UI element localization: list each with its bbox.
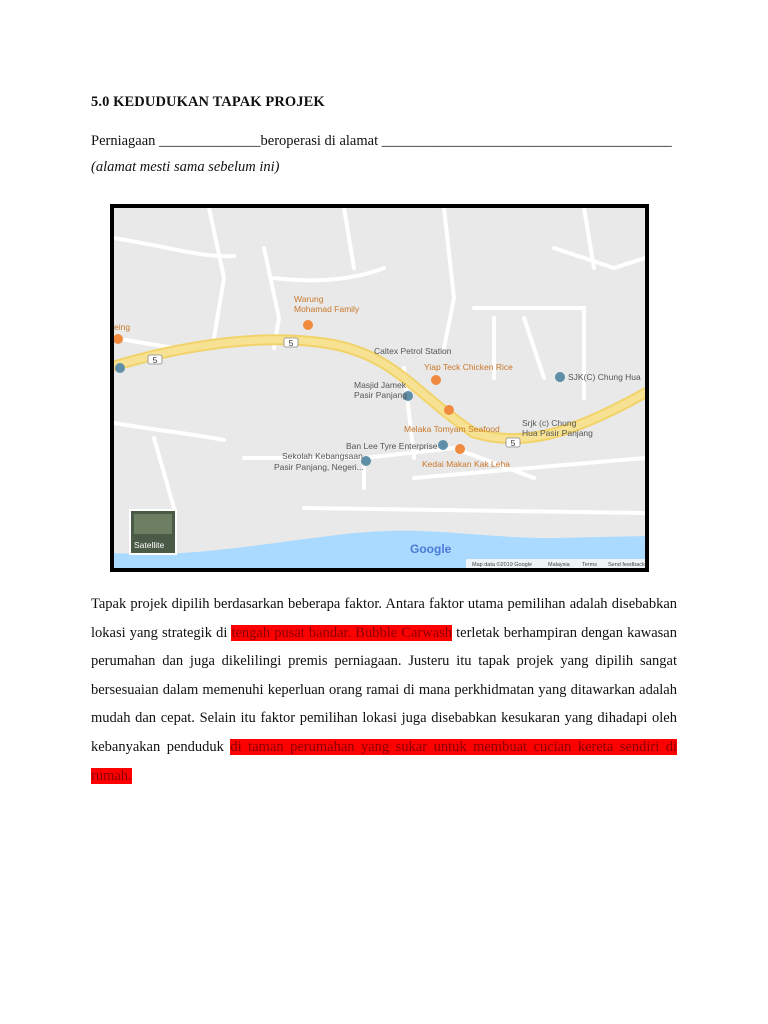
svg-text:5: 5 xyxy=(510,438,516,448)
address-note: (alamat mesti sama sebelum ini) xyxy=(91,159,280,175)
road-marker xyxy=(148,355,162,365)
paragraph-text: Tapak projek dipilih berdasarkan beberapa faktor. Antara faktor utama pemilihan adalah disebabkan lokasi yang strategik di xyxy=(91,596,677,641)
place-pin-icon[interactable] xyxy=(555,372,565,382)
svg-text:5: 5 xyxy=(288,338,294,348)
place-pin-icon[interactable] xyxy=(115,363,125,373)
map-label-masjid: Masjid Jamek xyxy=(354,380,406,390)
section-heading: 5.0 KEDUDUKAN TAPAK PROJEK xyxy=(91,94,325,110)
google-logo: Google xyxy=(410,542,452,556)
body-paragraph xyxy=(91,590,677,790)
restaurant-pin-icon[interactable] xyxy=(431,375,441,385)
map-label-kedai: Kedai Makan Kak Leha xyxy=(422,459,510,469)
place-pin-icon[interactable] xyxy=(438,440,448,450)
map-terms-link[interactable]: Terms xyxy=(582,562,597,568)
map-label-srjk-2: Hua Pasir Panjang xyxy=(522,428,593,438)
restaurant-pin-icon[interactable] xyxy=(444,405,454,415)
paragraph-text: terletak berhampiran dengan kawasan perumahan dan juga dikelilingi premis perniagaan. Justeru itu tapak projek yang dipilih sangat bersesuaian dalam memenuhi keperluan orang ramai di mana perkhidmatan yang ditawarkan adalah mudah dan cepat. Selain itu faktor pemilihan lokasi juga disebabkan kesukaran yang dihadapi oleh kebanyakan penduduk xyxy=(91,624,677,755)
map-feedback-link[interactable]: Send feedback xyxy=(608,562,645,568)
map-label-edge: eing xyxy=(114,322,131,332)
map-label-caltex: Caltex Petrol Station xyxy=(374,346,452,356)
map-label-ban-lee: Ban Lee Tyre Enterprise xyxy=(346,441,438,451)
map-data-credit: Map data ©2019 Google xyxy=(472,562,533,568)
map-label-srjk: Srjk (c) Chung xyxy=(522,418,577,428)
road-marker xyxy=(506,438,520,448)
restaurant-pin-icon[interactable] xyxy=(303,320,313,330)
map-label-sekolah: Sekolah Kebangsaan xyxy=(282,451,363,461)
highlight-location: tengah pusat bandar. Bubble Carwash xyxy=(231,624,453,641)
map-label-warung: Warung xyxy=(294,294,324,304)
map-label-yiap-teck: Yiap Teck Chicken Rice xyxy=(424,362,513,372)
location-map[interactable] xyxy=(110,204,649,572)
satellite-toggle-button[interactable] xyxy=(130,510,176,554)
map-label-warung-2: Mohamad Family xyxy=(294,304,360,314)
business-address-line: Perniagaan ______________beroperasi di alamat ________________________________________ xyxy=(91,133,672,149)
map-region: Malaysia xyxy=(548,562,570,568)
map-label-masjid-2: Pasir Panjang xyxy=(354,390,407,400)
highlight-reason: di taman perumahan yang sukar untuk membuat cucian kereta sendiri di rumah. xyxy=(91,738,677,784)
restaurant-pin-icon[interactable] xyxy=(455,444,465,454)
svg-text:Satellite: Satellite xyxy=(134,540,165,550)
map-label-sjkc: SJK(C) Chung Hua xyxy=(568,372,641,382)
road-marker xyxy=(284,338,298,348)
map-label-sekolah-2: Pasir Panjang, Negeri... xyxy=(274,462,364,472)
svg-text:5: 5 xyxy=(152,355,158,365)
map-label-melaka: Melaka Tomyam Seafood xyxy=(404,424,500,434)
